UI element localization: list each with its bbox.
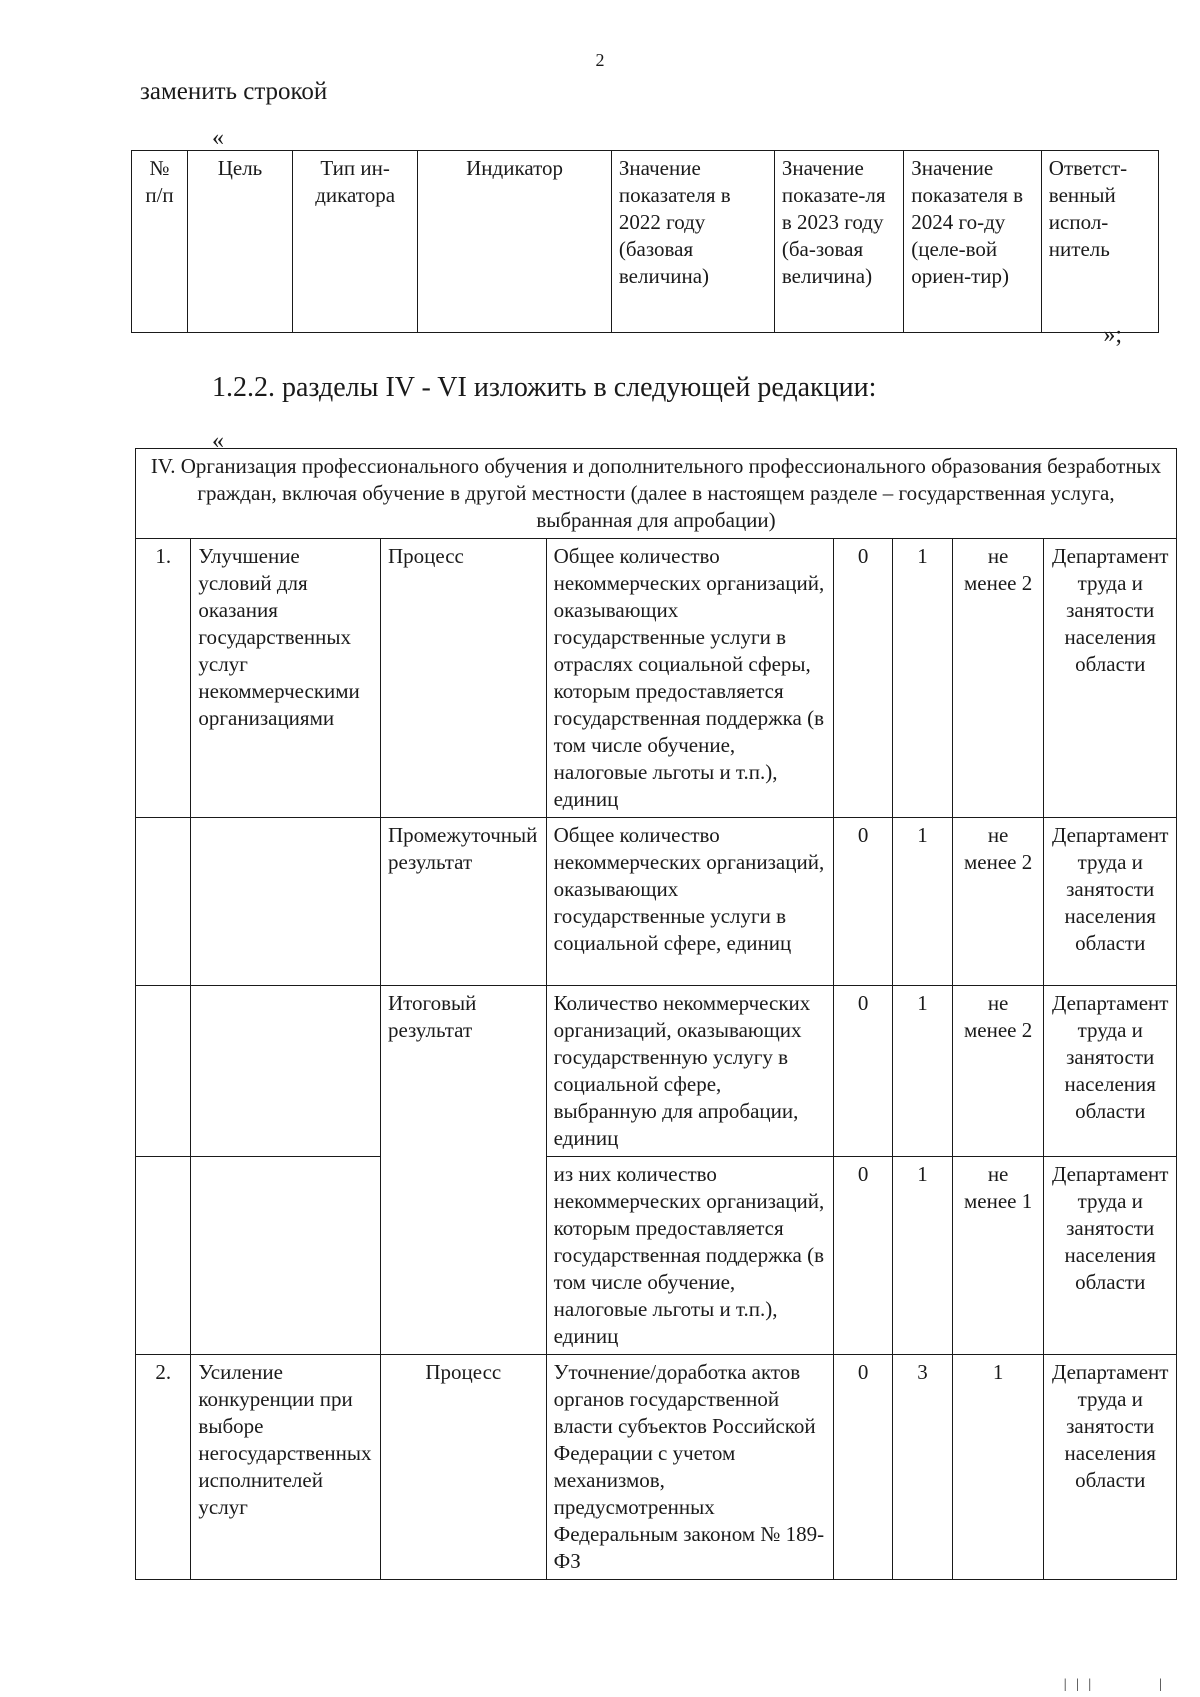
row-v2023: 1 [893, 986, 952, 1157]
row-v2022: 0 [833, 1157, 892, 1355]
row-v2022: 0 [833, 986, 892, 1157]
row-v2024: 1 [952, 1355, 1044, 1580]
open-quote-1: « [212, 125, 224, 151]
table-row [136, 1157, 1177, 1355]
header-cell-2024: Значение показателя в 2024 го-ду (целе-вой ориен-тир) [904, 151, 1042, 333]
section-title: IV. Организация профессионального обучения и дополнительного профессионального образования безработных граждан, включая обучение в другой местности (далее в настоящем разделе – государственная услуга, выбранная для апробации) [136, 449, 1177, 539]
row-indicator: Общее количество некоммерческих организаций, оказывающих государственные услуги в отраслях социальной сферы, которым предоставляется государственная поддержка (в том числе обучение, налоговые льготы и т.п.), единиц [546, 539, 833, 818]
row-resp: Департамент труда и занятости населения области [1044, 539, 1177, 818]
row-v2022: 0 [833, 1355, 892, 1580]
row-resp: Департамент труда и занятости населения области [1044, 1355, 1177, 1580]
row-num: 1. [136, 539, 191, 818]
row-v2023: 1 [893, 818, 952, 986]
row-v2024: не менее 2 [952, 986, 1044, 1157]
row-v2024: не менее 1 [952, 1157, 1044, 1355]
header-cell-2023: Значение показате-ля в 2023 году (ба-зовая величина) [774, 151, 903, 333]
row-goal: Улучшение условий для оказания государственных услуг некоммерческими организациями [191, 539, 381, 818]
header-table [131, 150, 1159, 333]
header-row [132, 151, 1159, 333]
indicators-table [135, 448, 1177, 1580]
table-row [136, 818, 1177, 986]
table-row [136, 539, 1177, 818]
row-num [136, 1157, 191, 1355]
row-v2024: не менее 2 [952, 539, 1044, 818]
scan-marks: | | | | [1063, 1677, 1165, 1692]
header-cell-num: № п/п [132, 151, 188, 333]
open-quote-2: « [212, 428, 224, 454]
row-resp: Департамент труда и занятости населения области [1044, 986, 1177, 1157]
row-v2023: 1 [893, 1157, 952, 1355]
header-cell-resp: Ответст-венный испол-нитель [1041, 151, 1158, 333]
header-cell-indicator: Индикатор [418, 151, 612, 333]
row-goal: Усиление конкуренции при выборе негосударственных исполнителей услуг [191, 1355, 381, 1580]
row-goal [191, 1157, 381, 1355]
row-resp: Департамент труда и занятости населения области [1044, 1157, 1177, 1355]
row-goal [191, 818, 381, 986]
row-num [136, 818, 191, 986]
section-row [136, 449, 1177, 539]
row-resp: Департамент труда и занятости населения области [1044, 818, 1177, 986]
header-cell-2022: Значение показателя в 2022 году (базовая величина) [611, 151, 774, 333]
page-number: 2 [595, 50, 605, 70]
row-type: Процесс [380, 539, 546, 818]
heading-text: 1.2.2. разделы IV - VI изложить в следующей редакции: [212, 372, 877, 403]
header-cell-type: Тип ин-дикатора [292, 151, 417, 333]
header-cell-goal: Цель [188, 151, 293, 333]
row-type: Промежуточный результат [380, 818, 546, 986]
row-num [136, 986, 191, 1157]
row-indicator: Уточнение/доработка актов органов государственной власти субъектов Российской Федерации с учетом механизмов, предусмотренных Федеральным законом № 189-ФЗ [546, 1355, 833, 1580]
row-type: Итоговый результат [380, 986, 546, 1355]
row-indicator: Количество некоммерческих организаций, оказывающих государственную услугу в социальной сфере, выбранную для апробации, единиц [546, 986, 833, 1157]
row-indicator: из них количество некоммерческих организаций, которым предоставляется государственная поддержка (в том числе обучение, налоговые льготы и т.п.), единиц [546, 1157, 833, 1355]
row-v2022: 0 [833, 818, 892, 986]
row-v2023: 1 [893, 539, 952, 818]
close-quote: »; [1103, 322, 1122, 348]
table-row [136, 986, 1177, 1157]
intro-text: заменить строкой [140, 78, 328, 105]
row-type: Процесс [380, 1355, 546, 1580]
row-indicator: Общее количество некоммерческих организаций, оказывающих государственные услуги в социальной сфере, единиц [546, 818, 833, 986]
row-v2022: 0 [833, 539, 892, 818]
table-row [136, 1355, 1177, 1580]
row-num: 2. [136, 1355, 191, 1580]
row-goal [191, 986, 381, 1157]
row-v2024: не менее 2 [952, 818, 1044, 986]
row-v2023: 3 [893, 1355, 952, 1580]
